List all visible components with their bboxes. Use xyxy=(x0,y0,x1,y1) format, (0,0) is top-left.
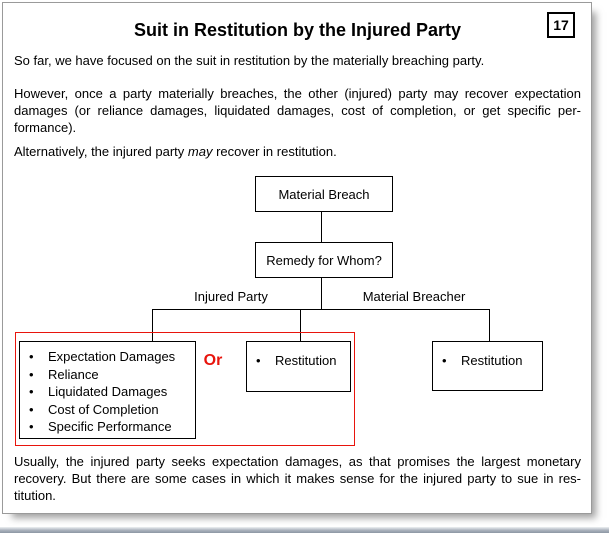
text-prefix: Alternatively, the injured party xyxy=(14,144,188,159)
or-label: Or xyxy=(203,352,223,369)
option-label: Reliance xyxy=(48,366,99,382)
italic-word: may xyxy=(187,144,213,159)
paragraph-line xyxy=(14,143,581,160)
box-injured-options xyxy=(19,341,196,439)
box-material-breach-label: Material Breach xyxy=(278,186,370,202)
paragraph-expectation xyxy=(14,85,581,136)
page-number-box xyxy=(547,12,575,38)
list-item xyxy=(433,352,542,370)
option-label: Liquidated Damages xyxy=(48,384,168,399)
paragraph-usually xyxy=(14,453,581,504)
restitution-label: Restitution xyxy=(461,353,523,368)
list-item xyxy=(20,418,195,436)
label-material-breacher: Material Breacher xyxy=(362,289,466,304)
paragraph-alternatively xyxy=(14,143,581,160)
slide-title: Suit in Restitution by the Injured Party xyxy=(133,20,462,40)
connector-remedy-to-branch xyxy=(321,278,322,309)
branch-horizontal-line xyxy=(152,309,490,310)
window-bottom-edge xyxy=(0,527,609,533)
text-suffix: recover in restitution. xyxy=(212,144,337,159)
paragraph-line: However, once a party materially breaches, the other (injured) party may recover expectation xyxy=(14,86,581,101)
paragraph-line: So far, we have focused on the suit in restitution by the materially breaching party. xyxy=(14,53,485,68)
box-remedy-for-whom xyxy=(255,242,393,278)
paragraph-line: Usually, the injured party seeks expectation damages, as that promises the largest monetary xyxy=(14,454,581,469)
paragraph-intro xyxy=(14,52,581,69)
connector-to-breacher-restitution-box xyxy=(489,310,490,341)
bullet-icon: • xyxy=(29,366,34,382)
box-injured-restitution xyxy=(246,341,351,392)
bullet-icon: • xyxy=(29,419,34,434)
restitution-label: Restitution xyxy=(275,353,337,368)
list-item xyxy=(247,352,350,370)
bullet-icon: • xyxy=(29,384,34,399)
connector-material-to-remedy xyxy=(321,212,322,242)
page-number: 17 xyxy=(553,17,569,33)
paragraph-line: damages (or reliance damages, liquidated damages, cost of completion, or get specific per- xyxy=(14,103,581,118)
option-label: Expectation Damages xyxy=(48,349,176,364)
option-label: Cost of Completion xyxy=(48,401,159,417)
list-item xyxy=(20,366,195,384)
bullet-icon: • xyxy=(29,401,34,417)
list-item xyxy=(20,383,195,401)
box-material-breach xyxy=(255,176,393,212)
bullet-icon: • xyxy=(442,353,447,368)
label-injured-party: Injured Party xyxy=(194,289,268,304)
option-label: Specific Performance xyxy=(48,419,172,434)
list-item xyxy=(20,348,195,366)
paragraph-line: formance). xyxy=(14,120,77,135)
bullet-icon: • xyxy=(29,349,34,364)
box-breacher-restitution xyxy=(432,341,543,391)
paragraph-line: titution. xyxy=(14,488,56,503)
bullet-icon: • xyxy=(256,353,261,368)
box-remedy-label: Remedy for Whom? xyxy=(266,252,382,268)
paragraph-line: recovery. But there are some cases in which it makes sense for the injured party to sue in res- xyxy=(14,471,581,486)
list-item xyxy=(20,401,195,419)
